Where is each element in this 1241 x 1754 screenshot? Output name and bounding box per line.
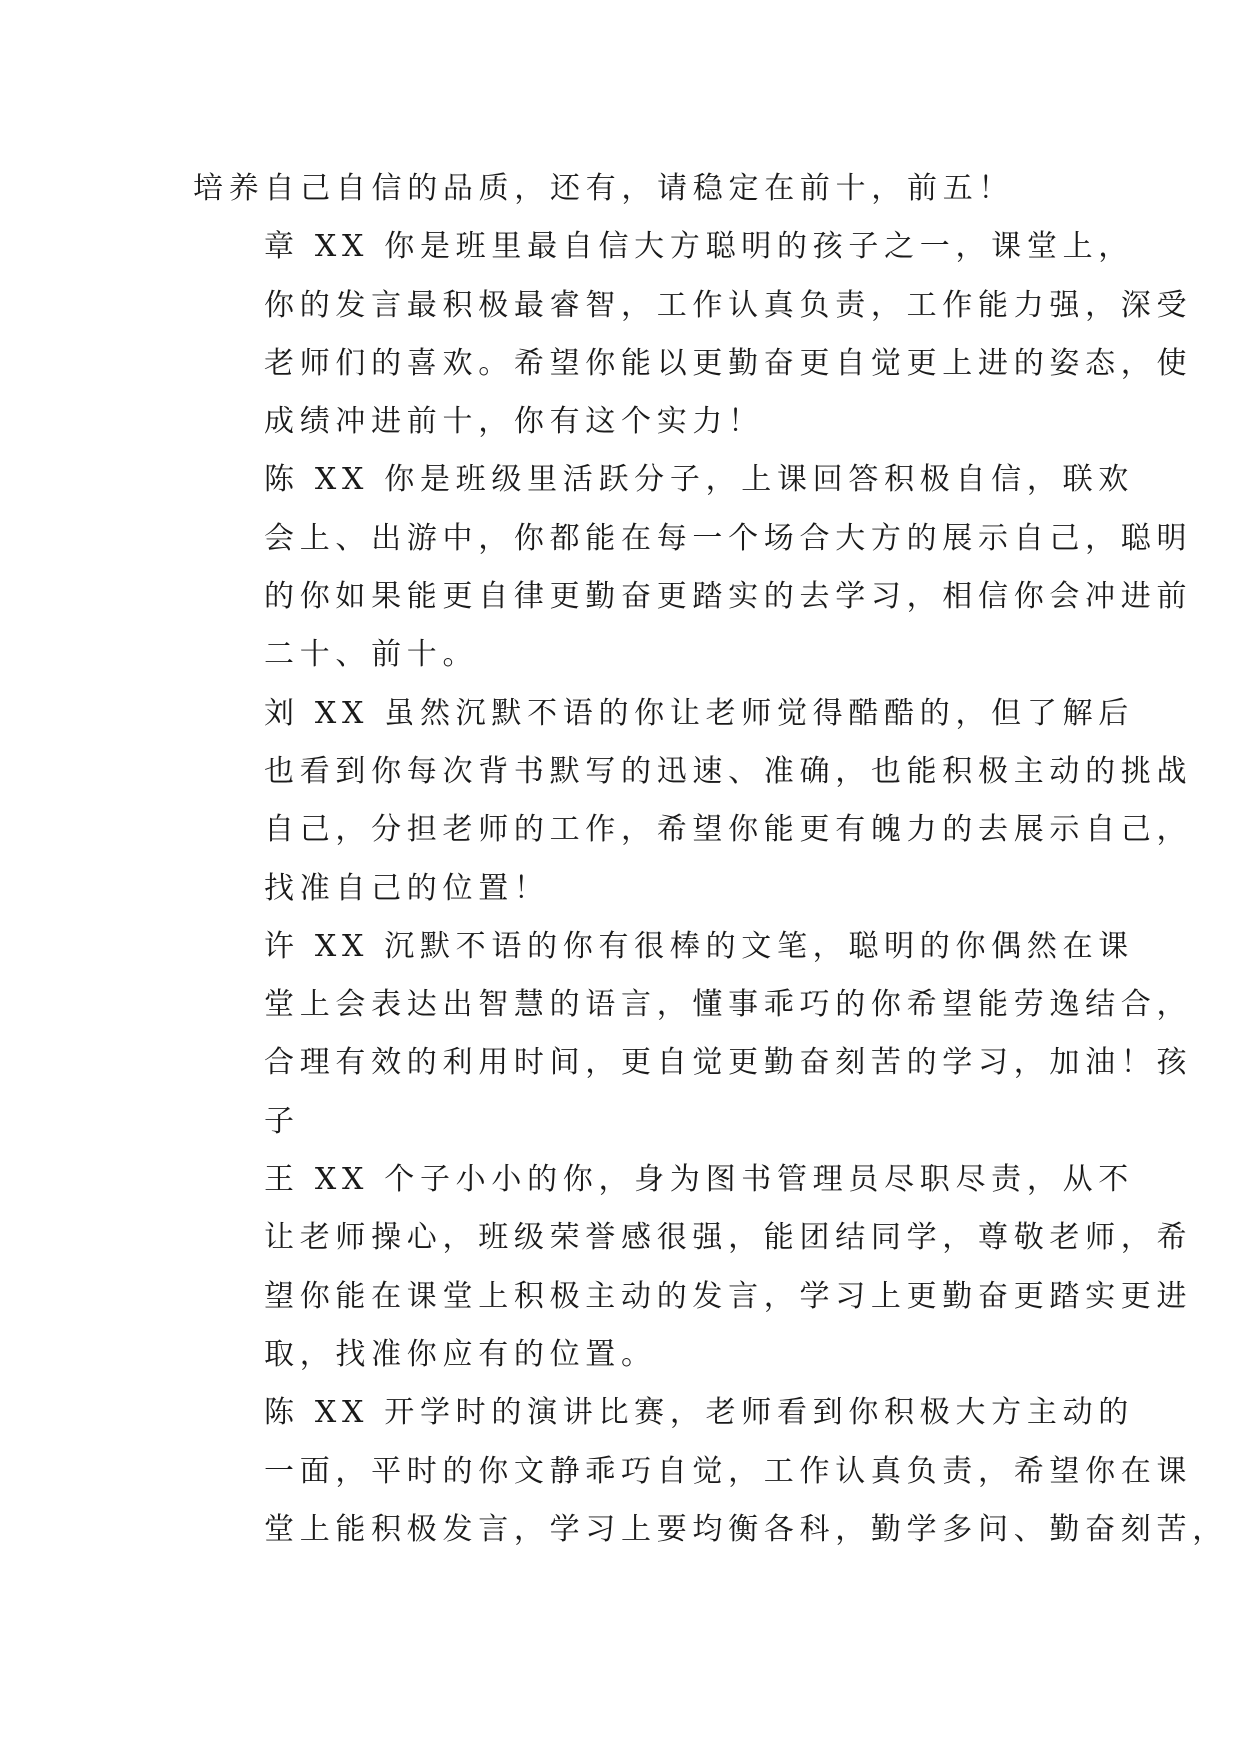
text-line: 合理有效的利用时间，更自觉更勤奋刻苦的学习，加油！孩 (264, 1045, 1193, 1081)
text-line: 取，找准你应有的位置。 (264, 1336, 657, 1372)
text-line: 成绩冲进前十，你有这个实力！ (264, 404, 764, 440)
text-line: 陈 XX 你是班级里活跃分子，上课回答积极自信，联欢 (264, 462, 1134, 498)
text-line: 老师们的喜欢。希望你能以更勤奋更自觉更上进的姿态，使 (264, 345, 1193, 381)
paragraph (193, 685, 1193, 918)
paragraph (193, 451, 1193, 684)
text-line: 一面，平时的你文静乖巧自觉，工作认真负责，希望你在课 (264, 1453, 1193, 1489)
text-line: 你的发言最积极最睿智，工作认真负责，工作能力强，深受 (264, 287, 1193, 323)
text-line: 二十、前十。 (264, 637, 479, 673)
paragraph (193, 1384, 1228, 1559)
text-line: 会上、出游中，你都能在每一个场合大方的展示自己，聪明 (264, 520, 1193, 556)
text-line: 子 (264, 1103, 300, 1139)
document-body (193, 160, 1228, 1559)
text-line: 陈 XX 开学时的演讲比赛，老师看到你积极大方主动的 (264, 1395, 1134, 1431)
text-line: 的你如果能更自律更勤奋更踏实的去学习，相信你会冲进前 (264, 579, 1193, 615)
text-line: 堂上会表达出智慧的语言，懂事乖巧的你希望能劳逸结合， (264, 987, 1193, 1023)
text-line: 许 XX 沉默不语的你有很棒的文笔，聪明的你偶然在课 (264, 928, 1134, 964)
paragraph (193, 918, 1193, 1151)
text-line: 望你能在课堂上积极主动的发言，学习上更勤奋更踏实更进 (264, 1278, 1193, 1314)
text-line: 让老师操心，班级荣誉感很强，能团结同学，尊敬老师，希 (264, 1220, 1193, 1256)
paragraph (193, 218, 1193, 451)
text-line: 章 XX 你是班里最自信大方聪明的孩子之一，课堂上， (264, 229, 1134, 265)
text-line: 刘 XX 虽然沉默不语的你让老师觉得酷酷的，但了解后 (264, 695, 1134, 731)
text-line: 王 XX 个子小小的你，身为图书管理员尽职尽责，从不 (264, 1162, 1134, 1198)
text-line: 找准自己的位置！ (264, 870, 550, 906)
text-line: 培养自己自信的品质，还有，请稳定在前十，前五！ (193, 171, 1015, 206)
paragraph (193, 1151, 1193, 1384)
text-line: 堂上能积极发言，学习上要均衡各科，勤学多问、勤奋刻苦， (264, 1511, 1228, 1547)
text-line: 自己，分担老师的工作，希望你能更有魄力的去展示自己， (264, 812, 1193, 848)
text-line: 也看到你每次背书默写的迅速、准确，也能积极主动的挑战 (264, 753, 1193, 789)
paragraph (193, 160, 1078, 218)
